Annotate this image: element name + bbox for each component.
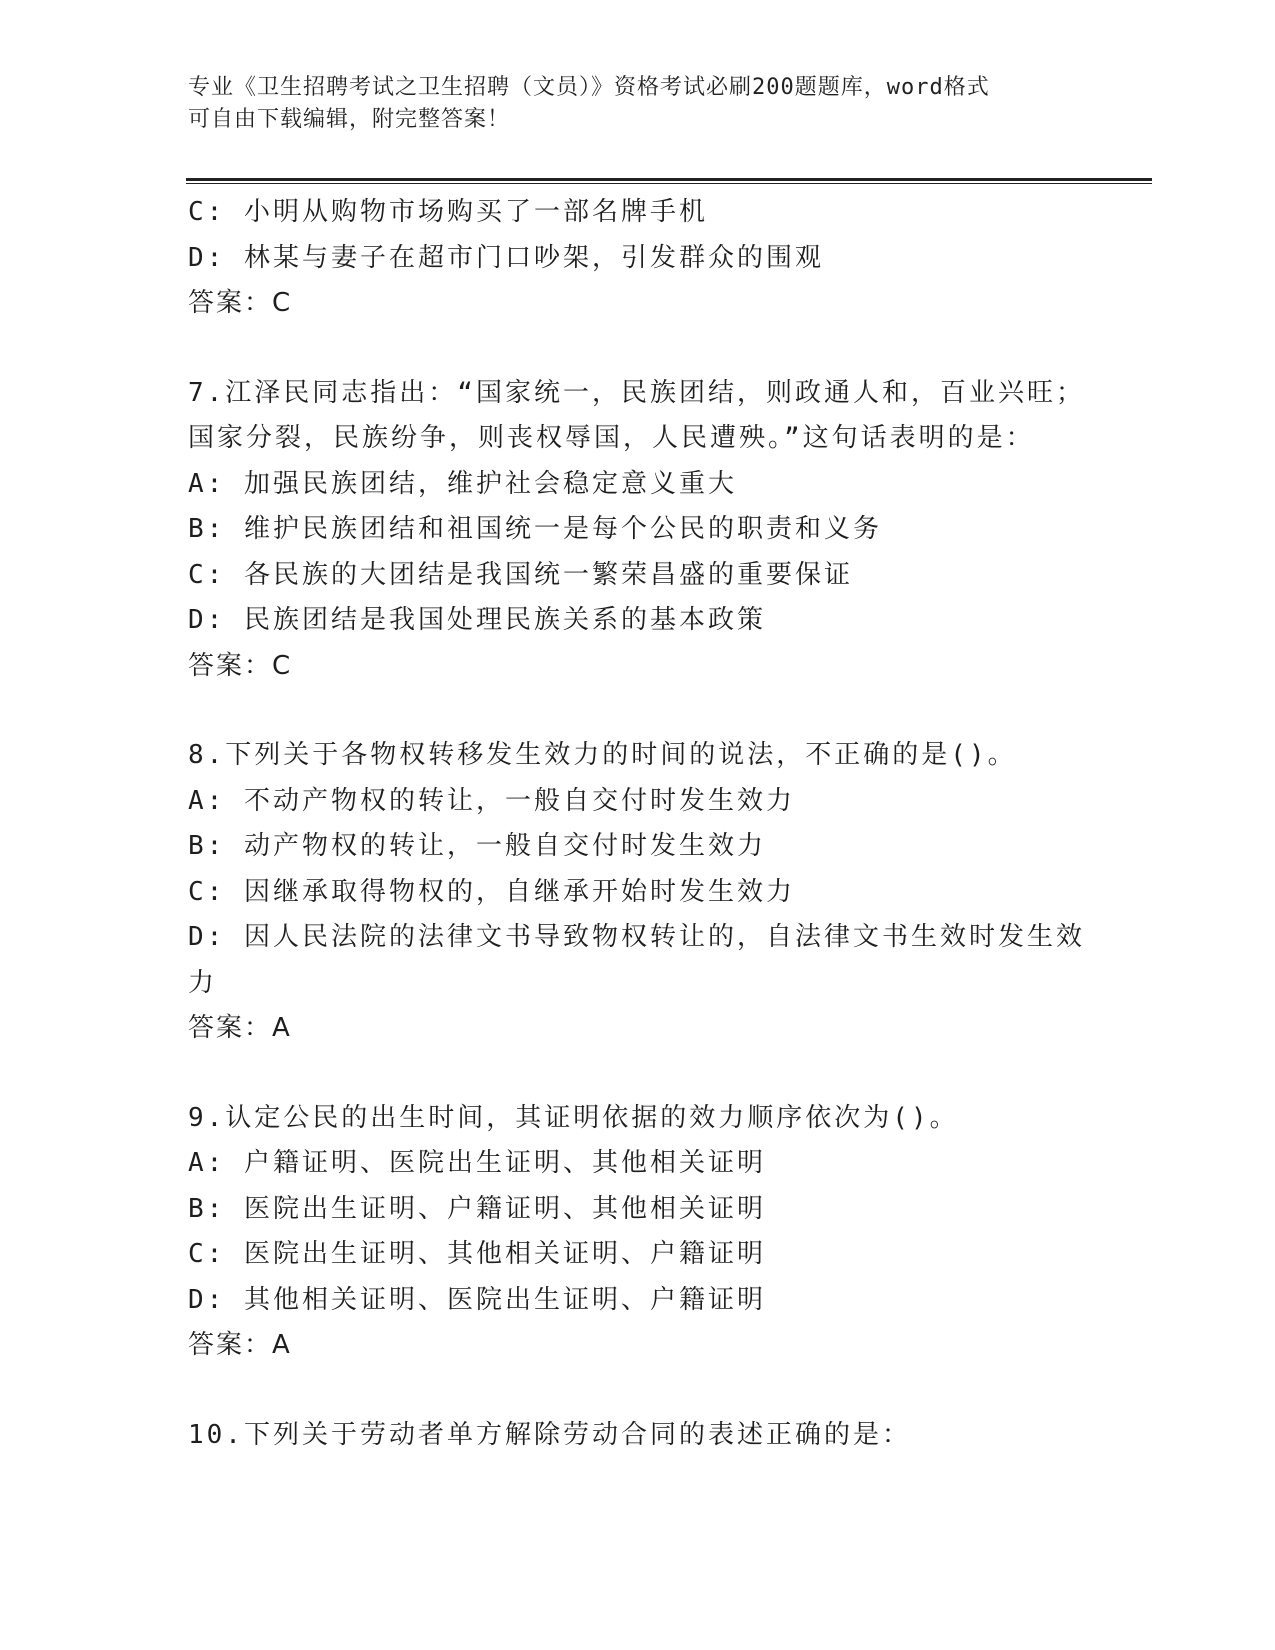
question-stem: 10.下列关于劳动者单方解除劳动合同的表述正确的是： [188, 1419, 911, 1450]
option-c: C: 各民族的大团结是我国统一繁荣昌盛的重要保证 [188, 559, 853, 590]
option-d: D: 民族团结是我国处理民族关系的基本政策 [188, 605, 766, 635]
option-c: C: 小明从购物市场购买了一部名牌手机 [188, 197, 708, 227]
option-b: B: 维护民族团结和祖国统一是每个公民的职责和义务 [188, 514, 882, 544]
option-a: A: 加强民族团结，维护社会稳定意义重大 [188, 468, 737, 499]
answer: 答案：C [188, 650, 293, 681]
document-header [188, 72, 1068, 136]
header-divider-thin [186, 183, 1152, 184]
option-d-line-1: D: 因人民法院的法律文书导致物权转让的，自法律文书生效时发生效 [188, 922, 1085, 952]
answer: 答案：C [188, 288, 293, 318]
option-c: C: 因继承取得物权的，自继承开始时发生效力 [188, 876, 795, 907]
option-d-line-2: 力 [188, 967, 218, 998]
header-divider [186, 178, 1152, 181]
question-7 [188, 371, 1088, 690]
answer: 答案：A [188, 1013, 292, 1043]
option-d: D: 其他相关证明、医院出生证明、户籍证明 [188, 1284, 766, 1315]
question-8 [188, 733, 1088, 1052]
option-c: C: 医院出生证明、其他相关证明、户籍证明 [188, 1239, 766, 1269]
option-b: B: 动产物权的转让，一般自交付时发生效力 [188, 831, 766, 861]
header-title-line-1: 专业《卫生招聘考试之卫生招聘（文员）》资格考试必刷200题题库，word格式 [188, 75, 990, 100]
question-6 [188, 190, 1088, 327]
question-10 [188, 1413, 1088, 1459]
question-stem: 8.下列关于各物权转移发生效力的时间的说法，不正确的是()。 [188, 740, 1017, 770]
question-stem: 9.认定公民的出生时间，其证明依据的效力顺序依次为()。 [188, 1102, 959, 1133]
header-title-line-2: 可自由下载编辑，附完整答案！ [188, 107, 511, 132]
option-a: A: 户籍证明、医院出生证明、其他相关证明 [188, 1148, 766, 1178]
question-list [188, 190, 1088, 1458]
answer: 答案：A [188, 1330, 292, 1360]
question-stem-line-1: 7.江泽民同志指出：“国家统一，民族团结，则政通人和，百业兴旺； [188, 377, 1085, 408]
question-9 [188, 1096, 1088, 1369]
option-b: B: 医院出生证明、户籍证明、其他相关证明 [188, 1193, 766, 1224]
option-a: A: 不动产物权的转让，一般自交付时发生效力 [188, 785, 795, 816]
question-stem-line-2: 国家分裂，民族纷争，则丧权辱国，人民遭殃。”这句话表明的是： [188, 423, 1035, 453]
option-d: D: 林某与妻子在超市门口吵架，引发群众的围观 [188, 242, 824, 273]
